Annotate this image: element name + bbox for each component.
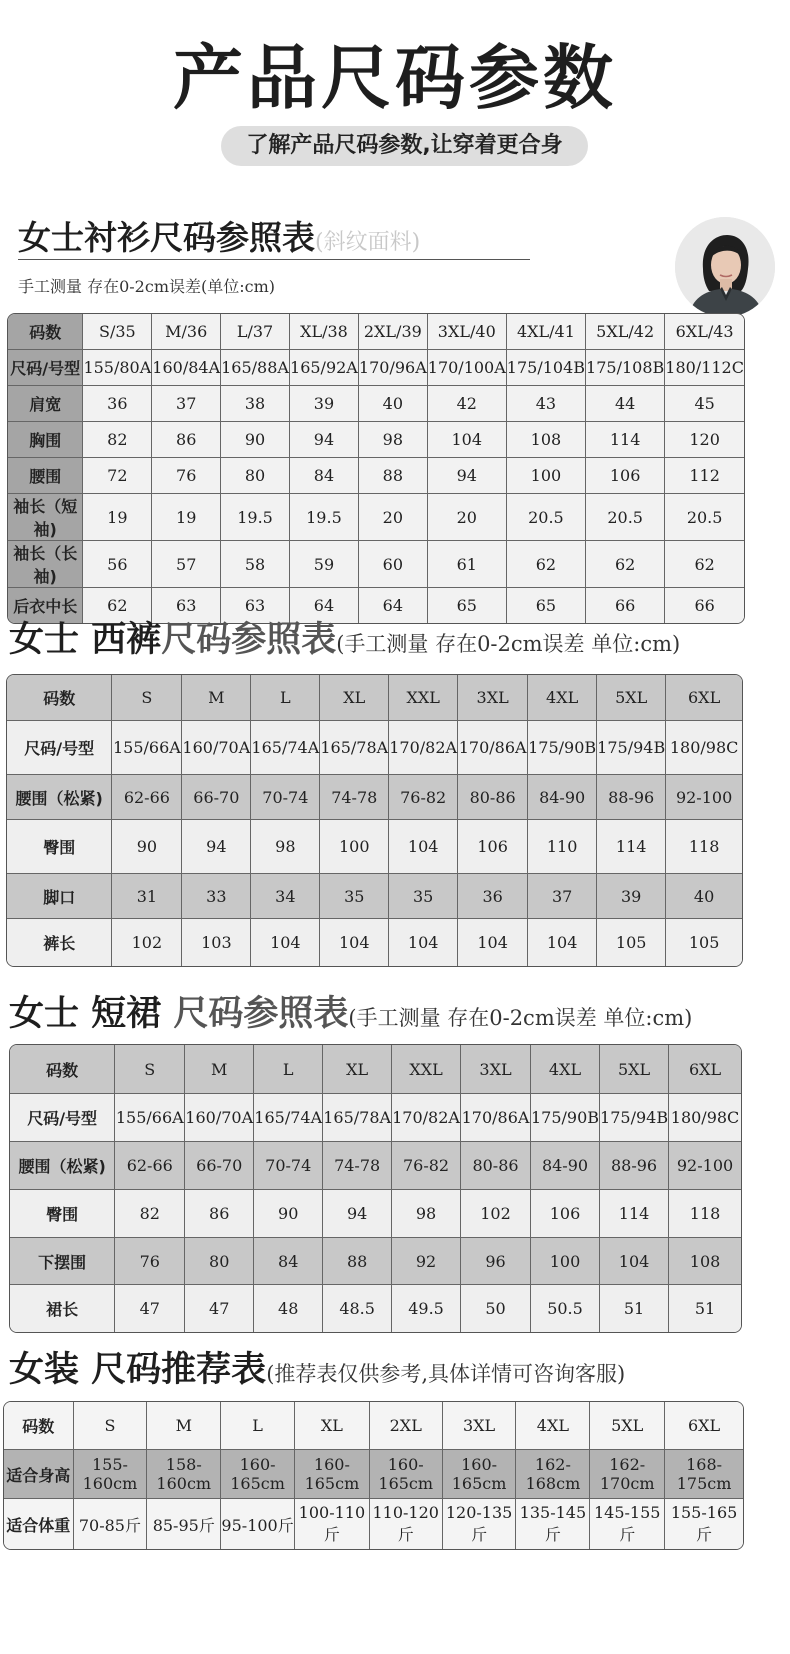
page-title: 产品尺码参数 <box>173 37 617 119</box>
row-header-cell: 尺码/号型 <box>7 721 112 775</box>
table-row <box>10 1045 741 1094</box>
table-cell: 145-155斤 <box>590 1499 665 1549</box>
table-cell: 90 <box>221 422 290 458</box>
table-cell: 66 <box>586 588 665 623</box>
table-cell: 84-90 <box>531 1142 600 1190</box>
table-cell: 92-100 <box>669 1142 741 1190</box>
table-cell: 88 <box>359 458 428 494</box>
table-cell: 48 <box>254 1285 323 1332</box>
table-cell: 76 <box>152 458 221 494</box>
table-cell: 98 <box>251 820 320 874</box>
table-cell: 2XL/39 <box>359 314 428 350</box>
table-cell: 6XL <box>669 1045 741 1094</box>
table-cell: 60 <box>359 541 428 588</box>
table-cell: S <box>115 1045 185 1094</box>
table-cell: 104 <box>458 919 528 966</box>
table-cell: L <box>254 1045 323 1094</box>
table-cell: M <box>147 1402 221 1450</box>
table-cell: 175/94B <box>597 721 666 775</box>
table-cell: 59 <box>290 541 359 588</box>
table-cell: 100 <box>507 458 586 494</box>
pants-measure-note: (手工测量 存在0-2cm误差 单位:cm) <box>336 632 681 656</box>
row-header-cell: 腰围（松紧) <box>10 1142 115 1190</box>
table-cell: 40 <box>666 874 742 919</box>
table-cell: 62 <box>507 541 586 588</box>
table-cell: 88 <box>323 1238 392 1285</box>
table-cell: 4XL <box>531 1045 600 1094</box>
table-cell: 19.5 <box>221 494 290 541</box>
table-cell: 165/78A <box>323 1094 392 1142</box>
table-cell: 170/100A <box>428 350 507 386</box>
skirt-size-table <box>9 1044 742 1333</box>
table-cell: 104 <box>428 422 507 458</box>
table-cell: 76 <box>115 1238 185 1285</box>
table-cell: 6XL <box>665 1402 743 1450</box>
table-cell: 98 <box>392 1190 461 1238</box>
table-cell: 106 <box>458 820 528 874</box>
table-cell: S <box>112 675 182 721</box>
table-cell: 62-66 <box>115 1142 185 1190</box>
table-cell: 6XL <box>666 675 742 721</box>
table-cell: 106 <box>586 458 665 494</box>
table-cell: 108 <box>507 422 586 458</box>
table-cell: 44 <box>586 386 665 422</box>
row-header-cell: 胸围 <box>8 422 83 458</box>
table-cell: 84-90 <box>528 775 597 820</box>
table-cell: 58 <box>221 541 290 588</box>
table-cell: 104 <box>528 919 597 966</box>
table-cell: 49.5 <box>392 1285 461 1332</box>
table-cell: 47 <box>115 1285 185 1332</box>
table-cell: 114 <box>600 1190 669 1238</box>
table-cell: 2XL <box>370 1402 443 1450</box>
shirt-title-text: 女士衬衫尺码参照表 <box>18 218 315 257</box>
table-cell: 118 <box>666 820 742 874</box>
table-cell: 4XL <box>528 675 597 721</box>
table-cell: 103 <box>182 919 251 966</box>
table-cell: 36 <box>458 874 528 919</box>
row-header-cell: 脚口 <box>7 874 112 919</box>
table-cell: 4XL <box>516 1402 590 1450</box>
table-cell: XL <box>323 1045 392 1094</box>
table-cell: 160/70A <box>182 721 251 775</box>
table-cell: 168-175cm <box>665 1450 743 1499</box>
table-cell: 100-110斤 <box>295 1499 370 1549</box>
table-cell: 74-78 <box>323 1142 392 1190</box>
table-row <box>10 1190 741 1238</box>
pants-title-sub: 尺码参照表 <box>161 620 337 660</box>
row-header-cell: 尺码/号型 <box>8 350 83 386</box>
table-cell: 84 <box>290 458 359 494</box>
table-cell: 120-135斤 <box>443 1499 517 1549</box>
table-row <box>10 1142 741 1190</box>
table-cell: 170/96A <box>359 350 428 386</box>
table-cell: 80 <box>185 1238 254 1285</box>
table-cell: 120 <box>665 422 744 458</box>
table-cell: 50.5 <box>531 1285 600 1332</box>
table-cell: 118 <box>669 1190 741 1238</box>
table-cell: 50 <box>461 1285 531 1332</box>
row-header-cell: 臀围 <box>10 1190 115 1238</box>
table-cell: 70-74 <box>251 775 320 820</box>
table-cell: 165/74A <box>251 721 320 775</box>
table-cell: 76-82 <box>389 775 458 820</box>
table-cell: 20 <box>428 494 507 541</box>
shirt-title-divider <box>18 259 530 260</box>
table-cell: 3XL <box>458 675 528 721</box>
skirt-measure-note: (手工测量 存在0-2cm误差 单位:cm) <box>348 1006 693 1030</box>
table-cell: 74-78 <box>320 775 389 820</box>
table-row <box>7 820 742 874</box>
shirt-size-table <box>7 313 745 624</box>
pants-table-body <box>7 675 742 966</box>
table-cell: 40 <box>359 386 428 422</box>
page-subtitle: 了解产品尺码参数,让穿着更合身 <box>221 126 588 166</box>
table-cell: 72 <box>83 458 152 494</box>
table-cell: 92 <box>392 1238 461 1285</box>
table-cell: 20.5 <box>665 494 744 541</box>
row-header-cell: 码数 <box>7 675 112 721</box>
table-cell: 158-160cm <box>147 1450 221 1499</box>
row-header-cell: 臀围 <box>7 820 112 874</box>
table-cell: 70-85斤 <box>74 1499 148 1549</box>
table-cell: 105 <box>597 919 666 966</box>
row-header-cell: 适合体重 <box>4 1499 74 1549</box>
table-cell: 90 <box>112 820 182 874</box>
table-cell: 43 <box>507 386 586 422</box>
table-cell: 165/92A <box>290 350 359 386</box>
table-cell: 70-74 <box>254 1142 323 1190</box>
table-cell: 88-96 <box>600 1142 669 1190</box>
table-cell: 62-66 <box>112 775 182 820</box>
table-cell: 19.5 <box>290 494 359 541</box>
recommend-table-body <box>4 1402 743 1549</box>
table-cell: 51 <box>600 1285 669 1332</box>
table-cell: 175/90B <box>528 721 597 775</box>
table-cell: S/35 <box>83 314 152 350</box>
row-header-cell: 码数 <box>10 1045 115 1094</box>
table-cell: 100 <box>531 1238 600 1285</box>
table-cell: 82 <box>115 1190 185 1238</box>
table-cell: 65 <box>428 588 507 623</box>
table-cell: 165/78A <box>320 721 389 775</box>
table-cell: 98 <box>359 422 428 458</box>
shirt-measure-note: 手工测量 存在0-2cm误差(单位:cm) <box>18 277 275 296</box>
table-cell: 76-82 <box>392 1142 461 1190</box>
table-cell: L <box>221 1402 295 1450</box>
shirt-title-note: (斜纹面料) <box>315 230 421 255</box>
table-cell: 92-100 <box>666 775 742 820</box>
table-cell: 94 <box>182 820 251 874</box>
table-row <box>10 1238 741 1285</box>
table-cell: 62 <box>83 588 152 623</box>
table-cell: 3XL <box>443 1402 517 1450</box>
table-cell: 19 <box>152 494 221 541</box>
table-cell: XXL <box>389 675 458 721</box>
table-cell: 63 <box>221 588 290 623</box>
row-header-cell: 腰围 <box>8 458 83 494</box>
table-cell: 48.5 <box>323 1285 392 1332</box>
table-cell: 5XL <box>590 1402 665 1450</box>
pants-size-table <box>6 674 743 967</box>
model-avatar <box>675 217 775 317</box>
table-row <box>8 458 744 494</box>
table-row <box>8 541 744 588</box>
table-cell: 37 <box>528 874 597 919</box>
table-cell: 160/70A <box>185 1094 254 1142</box>
table-cell: 160/84A <box>152 350 221 386</box>
table-row <box>7 874 742 919</box>
table-cell: 61 <box>428 541 507 588</box>
table-cell: M <box>185 1045 254 1094</box>
table-cell: 160-165cm <box>370 1450 443 1499</box>
table-cell: 80-86 <box>458 775 528 820</box>
row-header-cell: 尺码/号型 <box>10 1094 115 1142</box>
pants-section-title <box>9 618 680 666</box>
table-cell: 170/82A <box>389 721 458 775</box>
table-cell: 165/88A <box>221 350 290 386</box>
table-row <box>4 1450 743 1499</box>
table-cell: 180/98C <box>669 1094 741 1142</box>
table-cell: 86 <box>185 1190 254 1238</box>
table-cell: 108 <box>669 1238 741 1285</box>
table-cell: 114 <box>597 820 666 874</box>
table-cell: 19 <box>83 494 152 541</box>
table-row <box>8 386 744 422</box>
recommend-title-main: 女装 尺码推荐表 <box>9 1350 267 1390</box>
table-cell: 106 <box>531 1190 600 1238</box>
row-header-cell: 码数 <box>8 314 83 350</box>
table-cell: 20.5 <box>507 494 586 541</box>
table-cell: 180/112C <box>665 350 744 386</box>
table-cell: 170/86A <box>458 721 528 775</box>
row-header-cell: 下摆围 <box>10 1238 115 1285</box>
table-cell: 102 <box>461 1190 531 1238</box>
table-cell: 180/98C <box>666 721 742 775</box>
table-row <box>7 919 742 966</box>
table-cell: 165/74A <box>254 1094 323 1142</box>
table-cell: XL/38 <box>290 314 359 350</box>
table-cell: 56 <box>83 541 152 588</box>
table-cell: 6XL/43 <box>665 314 744 350</box>
recommend-section-title <box>9 1348 625 1396</box>
table-cell: 102 <box>112 919 182 966</box>
row-header-cell: 腰围（松紧) <box>7 775 112 820</box>
row-header-cell: 裙长 <box>10 1285 115 1332</box>
table-cell: S <box>74 1402 148 1450</box>
table-cell: 20 <box>359 494 428 541</box>
table-row <box>7 721 742 775</box>
skirt-table-body <box>10 1045 741 1332</box>
pants-title-main: 女士 西裤 <box>9 620 162 660</box>
table-row <box>8 422 744 458</box>
skirt-section-title <box>9 992 692 1040</box>
table-cell: M <box>182 675 251 721</box>
table-cell: 47 <box>185 1285 254 1332</box>
table-cell: 104 <box>389 820 458 874</box>
table-cell: 4XL/41 <box>507 314 586 350</box>
table-cell: 135-145斤 <box>516 1499 590 1549</box>
table-cell: 175/108B <box>586 350 665 386</box>
table-row <box>4 1499 743 1549</box>
shirt-section-title <box>18 216 420 265</box>
table-cell: 20.5 <box>586 494 665 541</box>
table-cell: 65 <box>507 588 586 623</box>
table-row <box>8 350 744 386</box>
table-cell: 3XL/40 <box>428 314 507 350</box>
table-cell: L <box>251 675 320 721</box>
table-cell: 5XL <box>600 1045 669 1094</box>
table-cell: 114 <box>586 422 665 458</box>
row-header-cell: 袖长（短袖) <box>8 494 83 541</box>
row-header-cell: 码数 <box>4 1402 74 1450</box>
table-cell: 175/104B <box>507 350 586 386</box>
recommend-note: (推荐表仅供参考,具体详情可咨询客服) <box>266 1362 626 1386</box>
table-row <box>7 675 742 721</box>
table-cell: 62 <box>665 541 744 588</box>
table-cell: 105 <box>666 919 742 966</box>
table-cell: 155-165斤 <box>665 1499 743 1549</box>
table-cell: 104 <box>251 919 320 966</box>
table-cell: 94 <box>428 458 507 494</box>
table-cell: 85-95斤 <box>147 1499 221 1549</box>
table-cell: 62 <box>586 541 665 588</box>
table-cell: 95-100斤 <box>221 1499 295 1549</box>
table-cell: 31 <box>112 874 182 919</box>
table-row <box>8 494 744 541</box>
table-row <box>10 1094 741 1142</box>
table-cell: 64 <box>290 588 359 623</box>
table-cell: 90 <box>254 1190 323 1238</box>
table-cell: 64 <box>359 588 428 623</box>
table-cell: 170/82A <box>392 1094 461 1142</box>
row-header-cell: 袖长（长袖) <box>8 541 83 588</box>
table-cell: 94 <box>290 422 359 458</box>
skirt-title-sub: 尺码参照表 <box>161 994 349 1034</box>
table-cell: 5XL <box>597 675 666 721</box>
table-cell: 112 <box>665 458 744 494</box>
table-cell: 36 <box>83 386 152 422</box>
table-cell: 80 <box>221 458 290 494</box>
table-cell: 155/66A <box>115 1094 185 1142</box>
table-cell: 110-120斤 <box>370 1499 443 1549</box>
row-header-cell: 适合身高 <box>4 1450 74 1499</box>
table-cell: 66-70 <box>182 775 251 820</box>
table-cell: XL <box>295 1402 370 1450</box>
table-cell: 42 <box>428 386 507 422</box>
table-cell: 104 <box>600 1238 669 1285</box>
table-cell: 66-70 <box>185 1142 254 1190</box>
table-cell: 104 <box>320 919 389 966</box>
row-header-cell: 后衣中长 <box>8 588 83 623</box>
table-cell: 5XL/42 <box>586 314 665 350</box>
table-cell: 175/94B <box>600 1094 669 1142</box>
table-cell: 175/90B <box>531 1094 600 1142</box>
table-row <box>8 314 744 350</box>
table-cell: L/37 <box>221 314 290 350</box>
table-cell: 63 <box>152 588 221 623</box>
table-cell: 57 <box>152 541 221 588</box>
skirt-title-main: 女士 短裙 <box>9 994 162 1034</box>
table-cell: 170/86A <box>461 1094 531 1142</box>
table-cell: 86 <box>152 422 221 458</box>
table-cell: 34 <box>251 874 320 919</box>
table-cell: 96 <box>461 1238 531 1285</box>
table-cell: 39 <box>290 386 359 422</box>
table-cell: 3XL <box>461 1045 531 1094</box>
table-cell: 100 <box>320 820 389 874</box>
table-cell: 51 <box>669 1285 741 1332</box>
table-cell: 80-86 <box>461 1142 531 1190</box>
table-cell: 160-165cm <box>221 1450 295 1499</box>
table-row <box>7 775 742 820</box>
table-cell: M/36 <box>152 314 221 350</box>
table-cell: 88-96 <box>597 775 666 820</box>
table-cell: XXL <box>392 1045 461 1094</box>
table-cell: 155/80A <box>83 350 152 386</box>
table-cell: 38 <box>221 386 290 422</box>
table-cell: 33 <box>182 874 251 919</box>
table-cell: 82 <box>83 422 152 458</box>
table-cell: 35 <box>389 874 458 919</box>
table-row <box>4 1402 743 1450</box>
row-header-cell: 肩宽 <box>8 386 83 422</box>
table-cell: 162-170cm <box>590 1450 665 1499</box>
table-cell: 160-165cm <box>443 1450 517 1499</box>
table-cell: 155/66A <box>112 721 182 775</box>
woman-portrait-icon <box>675 217 775 317</box>
table-cell: 94 <box>323 1190 392 1238</box>
table-cell: 45 <box>665 386 744 422</box>
row-header-cell: 裤长 <box>7 919 112 966</box>
table-row <box>10 1285 741 1332</box>
table-cell: 35 <box>320 874 389 919</box>
shirt-table-body <box>8 314 744 623</box>
table-cell: 110 <box>528 820 597 874</box>
table-cell: 155-160cm <box>74 1450 148 1499</box>
recommend-size-table <box>3 1401 744 1550</box>
table-cell: 39 <box>597 874 666 919</box>
table-cell: 162-168cm <box>516 1450 590 1499</box>
table-cell: XL <box>320 675 389 721</box>
table-cell: 160-165cm <box>295 1450 370 1499</box>
table-cell: 37 <box>152 386 221 422</box>
table-cell: 104 <box>389 919 458 966</box>
table-cell: 66 <box>665 588 744 623</box>
table-cell: 84 <box>254 1238 323 1285</box>
